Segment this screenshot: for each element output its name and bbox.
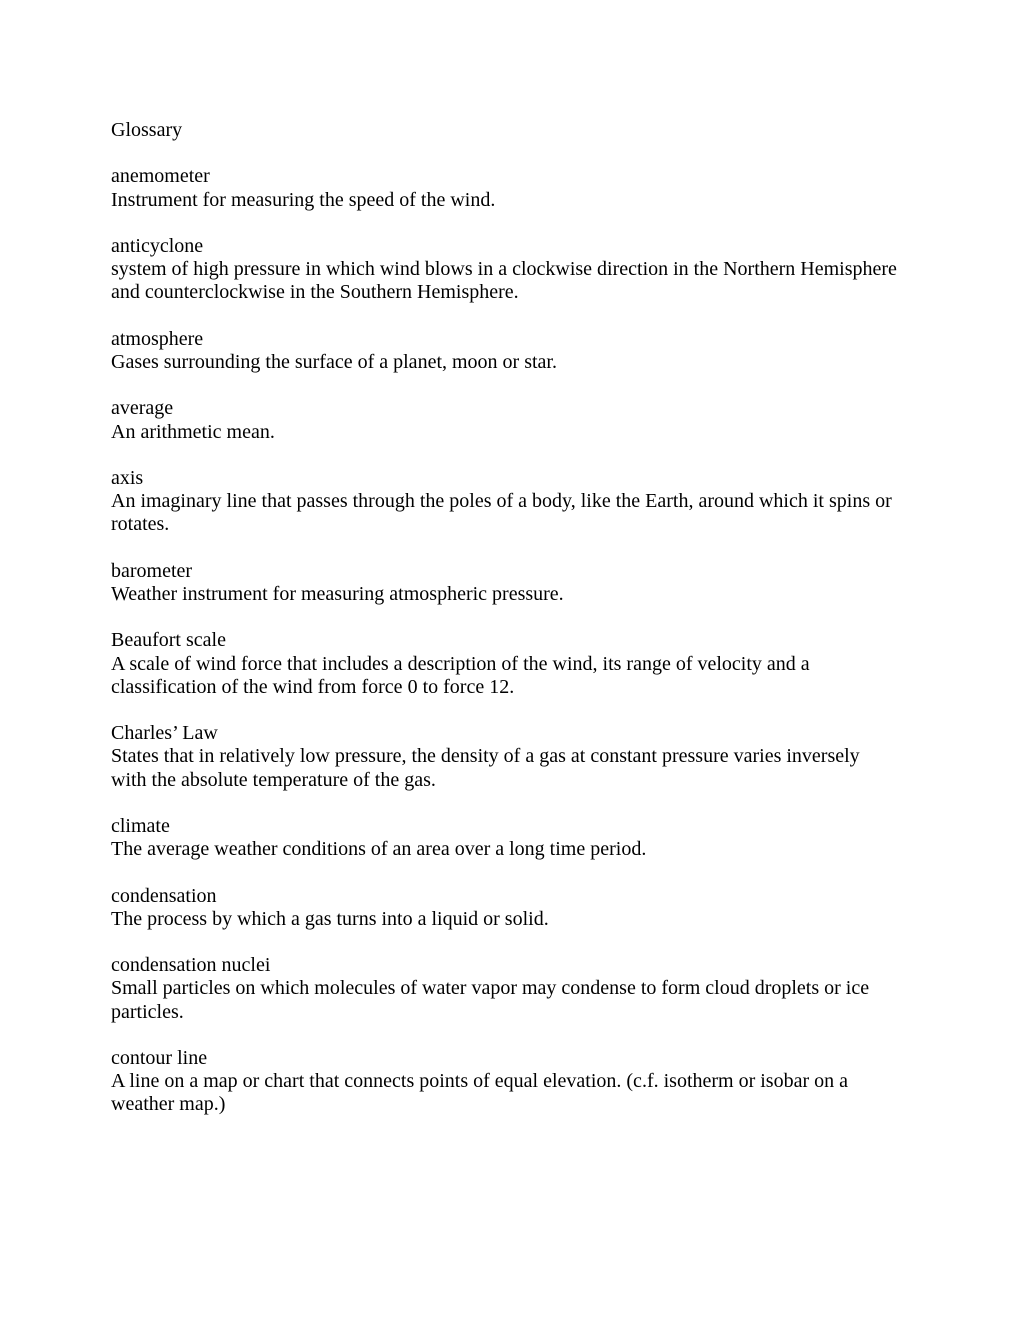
glossary-entry-beaufort-scale <box>111 629 897 699</box>
glossary-definition: States that in relatively low pressure, the density of a gas at constant pressure varies inversely with the absolute temperature of the gas. <box>111 745 860 791</box>
glossary-entry-condensation <box>111 885 897 931</box>
glossary-definition: A scale of wind force that includes a description of the wind, its range of velocity and a classification of the wind from force 0 to force 12. <box>111 652 810 698</box>
glossary-entry-anemometer <box>111 165 897 211</box>
glossary-term: barometer <box>111 559 193 582</box>
glossary-definition: A line on a map or chart that connects points of equal elevation. (c.f. isotherm or isobar on a weather map.) <box>111 1070 849 1116</box>
page-title: Glossary <box>111 119 183 141</box>
glossary-entry-atmosphere <box>111 328 897 374</box>
glossary-term: condensation nuclei <box>111 954 271 977</box>
glossary-entry-axis <box>111 467 897 537</box>
glossary-definition: Weather instrument for measuring atmospheric pressure. <box>111 582 564 605</box>
glossary-definition: The average weather conditions of an area over a long time period. <box>111 838 647 861</box>
glossary-term: atmosphere <box>111 327 204 350</box>
glossary-term: contour line <box>111 1046 208 1069</box>
glossary-term: average <box>111 397 174 420</box>
glossary-term: anemometer <box>111 165 210 188</box>
glossary-term: Charles’ Law <box>111 722 218 745</box>
glossary-definition: An arithmetic mean. <box>111 420 275 443</box>
glossary-term: axis <box>111 466 144 489</box>
glossary-definition: system of high pressure in which wind blows in a clockwise direction in the Northern Hemisphere and counterclockwise in the Southern Hemisphere. <box>111 258 897 304</box>
glossary-entry-contour-line <box>111 1047 897 1117</box>
glossary-definition: An imaginary line that passes through the poles of a body, like the Earth, around which it spins or rotates. <box>111 490 892 536</box>
glossary-definition: Small particles on which molecules of water vapor may condense to form cloud droplets or ice particles. <box>111 977 870 1023</box>
glossary-term: climate <box>111 814 170 837</box>
glossary-entry-climate <box>111 815 897 861</box>
glossary-term: Beaufort scale <box>111 629 226 652</box>
glossary-definition: The process by which a gas turns into a liquid or solid. <box>111 907 549 930</box>
glossary-entry-barometer <box>111 560 897 606</box>
glossary-definition: Gases surrounding the surface of a planet, moon or star. <box>111 350 557 373</box>
glossary-entry-average <box>111 397 897 443</box>
glossary-entry-condensation-nuclei <box>111 954 897 1024</box>
glossary-term: anticyclone <box>111 234 204 257</box>
glossary-entry-anticyclone <box>111 235 897 305</box>
glossary-term: condensation <box>111 884 217 907</box>
glossary-definition: Instrument for measuring the speed of the wind. <box>111 188 496 211</box>
glossary-entry-charles-law <box>111 722 897 792</box>
